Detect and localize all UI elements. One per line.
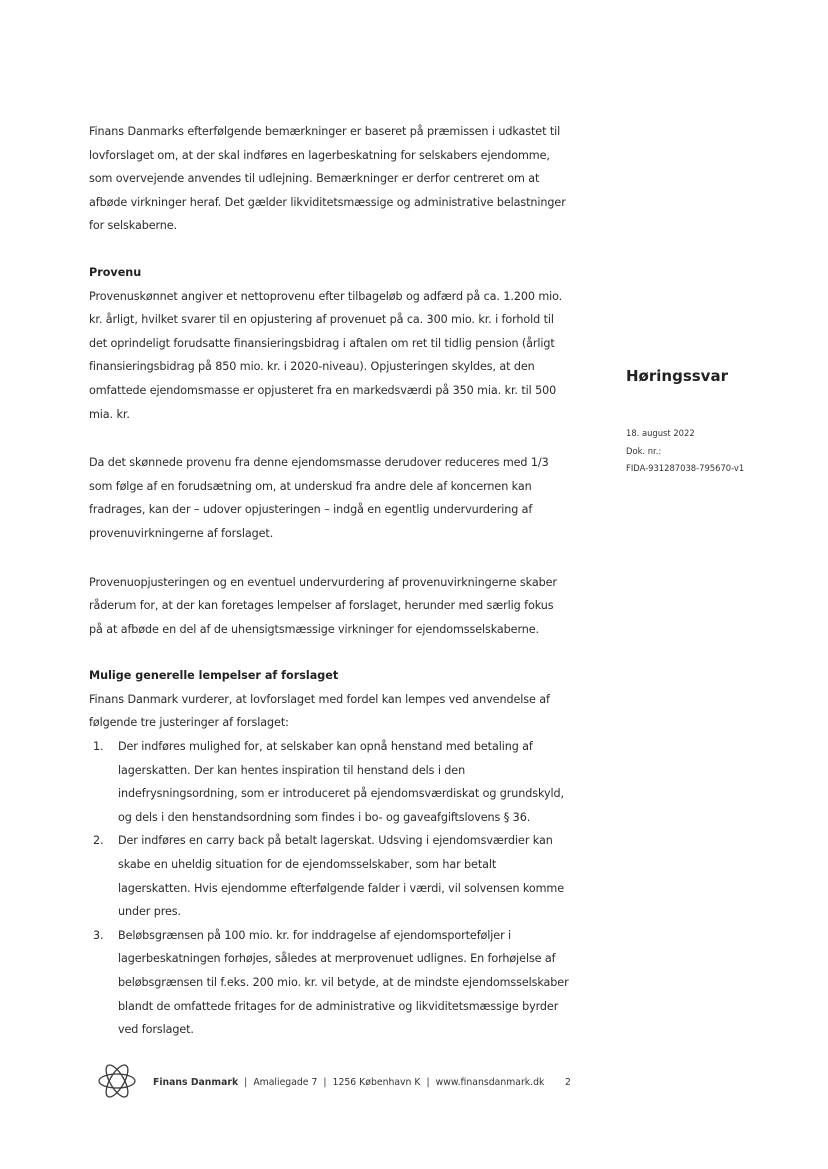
footer-contact — [153, 1076, 544, 1090]
intro-paragraph: Finans Danmarks efterfølgende bemærkninger er baseret på præmissen i udkastet til lovforslaget om, at der skal indføres en lagerbeskatning for selskabers ejendomme, som overvejende anvendes til udlejning. Bemærkninger er derfor centreret om at afbøde virkninger heraf. Det gælder likviditetsmæssige og administrative belastninger for selskaberne. — [89, 125, 566, 233]
footer-brand: Finans Danmark — [153, 1077, 239, 1088]
main-content — [89, 120, 569, 1042]
page-number: 2 — [565, 1077, 571, 1088]
provenu-heading: Provenu — [89, 265, 142, 279]
document-type-title: Høringssvar — [626, 367, 728, 385]
list-item-text: Der indføres mulighed for, at selskaber kan opnå henstand med betaling af lagerskatten. Der kan hentes inspiration til henstand dels i den indefrysningsordning, som er introduceret på ejendomsværdiskat og grundskyld, og dels i den henstandsordning som findes i bo- og gaveafgiftslovens § 36. — [118, 740, 564, 824]
document-meta — [626, 425, 816, 478]
list-item — [89, 924, 569, 1042]
footer-separator: | — [244, 1077, 248, 1088]
finans-danmark-logo-icon — [95, 1058, 139, 1104]
footer-city: 1256 København K — [332, 1077, 421, 1088]
footer-separator: | — [323, 1077, 327, 1088]
list-item-number: 3. — [93, 928, 104, 942]
list-item-number: 1. — [93, 740, 104, 754]
provenu-paragraph-3: Provenuopjusteringen og en eventuel undervurdering af provenuvirkningerne skaber råderum for, at der kan foretages lempelser af forslaget, herunder med særlig fokus på at afbøde en del af de uhensigtsmæssige virkninger for ejendomsselskaberne. — [89, 575, 557, 636]
provenu-paragraph-1: Provenuskønnet angiver et nettoprovenu efter tilbageløb og adfærd på ca. 1.200 mio. kr. årligt, hvilket svarer til en opjustering af provenuet på ca. 300 mio. kr. i forhold til det oprindeligt forudsatte finansieringsbidrag i aftalen om ret til tidlig pension (årligt finansieringsbidrag på 850 mio. kr. i 2020-niveau). Opjusteringen skyldes, at den omfattede ejendomsmasse er opjusteret fra en markedsværdi på 350 mia. kr. til 500 mia. kr. — [89, 289, 563, 421]
list-item — [89, 735, 569, 829]
document-number-label: Dok. nr.: — [626, 445, 662, 456]
footer-separator: | — [426, 1077, 430, 1088]
page-footer — [95, 1058, 575, 1106]
list-item-text: Beløbsgrænsen på 100 mio. kr. for inddragelse af ejendomsporteføljer i lagerbeskatningen forhøjes, således at merprovenuet udlignes. En forhøjelse af beløbsgrænsen til f.eks. 200 mio. kr. vil betyde, at de mindste ejendomsselskaber blandt de omfattede fritages for de administrative og likviditetsmæssige byrder ved forslaget. — [118, 928, 569, 1037]
lempelser-heading: Mulige generelle lempelser af forslaget — [89, 669, 339, 683]
measures-list — [89, 735, 569, 1042]
document-date: 18. august 2022 — [626, 428, 695, 438]
list-item-text: Der indføres en carry back på betalt lagerskat. Udsving i ejendomsværdier kan skabe en uheldig situation for de ejendomsselskaber, som har betalt lagerskatten. Hvis ejendomme efterfølgende falder i værdi, vil solvensen komme under pres. — [118, 834, 565, 919]
document-number: FIDA-931287038-795670-v1 — [626, 463, 745, 473]
lempelser-intro: Finans Danmark vurderer, at lovforslaget med fordel kan lempes ved anvendelse af følgende tre justeringer af forslaget: — [89, 692, 550, 730]
footer-address: Amaliegade 7 — [253, 1077, 318, 1088]
provenu-paragraph-2: Da det skønnede provenu fra denne ejendomsmasse derudover reduceres med 1/3 som følge af en forudsætning om, at underskud fra andre dele af koncernen kan fradrages, kan der – udover opjusteringen – indgå en egentlig undervurdering af provenuvirkningerne af forslaget. — [89, 456, 549, 540]
footer-website[interactable]: www.finansdanmark.dk — [435, 1077, 545, 1088]
list-item-number: 2. — [93, 834, 104, 848]
list-item — [89, 829, 569, 923]
